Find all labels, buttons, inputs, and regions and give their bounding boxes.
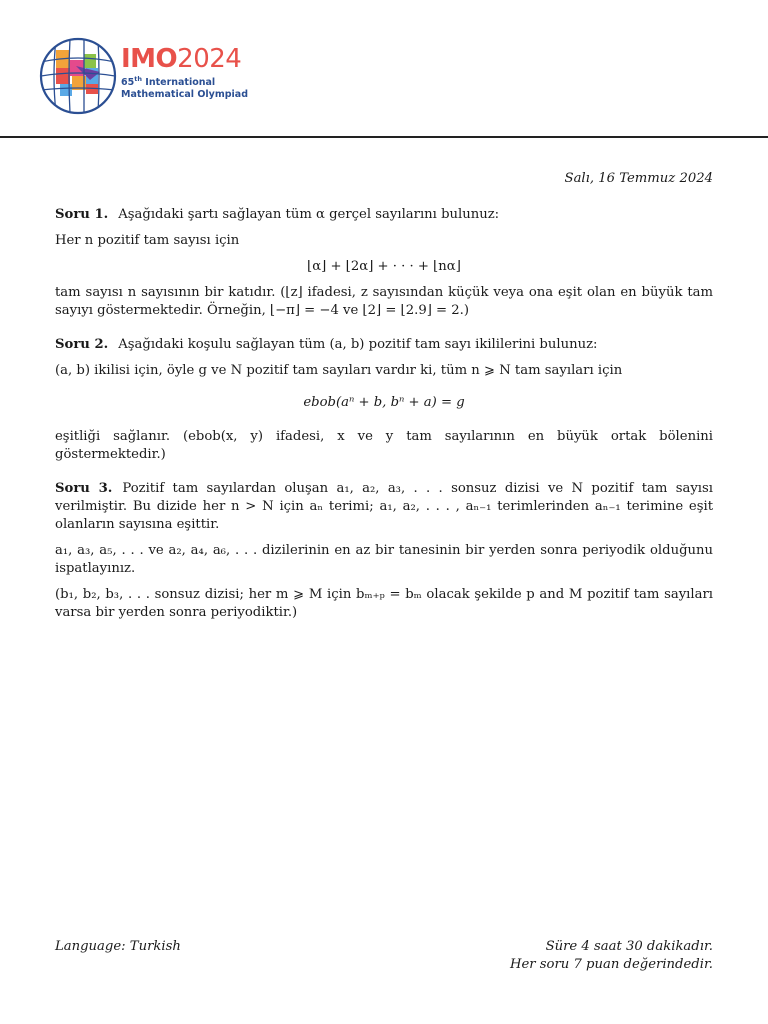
problem-1 [55,206,713,320]
imo-logo-text [121,45,248,100]
page-header [0,0,768,136]
problem-1-intro: Aşağıdaki şartı sağlayan tüm α gerçel sayılarını bulunuz: [118,207,500,222]
problem-3-label: Soru 3. [55,481,113,496]
imo-globe-logo-icon [38,36,118,116]
problem-3-para3: (b₁, b₂, b₃, . . . sonsuz dizisi; her m ⩾ M için bₘ₊ₚ = bₘ olacak şekilde p and M pozitif tam sayıları varsa bir yerden sonra periyodiktir.) [55,587,713,620]
exam-date: Salı, 16 Temmuz 2024 [564,171,713,186]
problem-3-intro: Pozitif tam sayılardan oluşan a₁, a₂, a₃, . . . sonsuz dizisi ve N pozitif tam sayısı verilmiştir. Bu dizide her n > N için aₙ terimi; a₁, a₂, . . . , aₙ₋₁ terimlerinden aₙ₋₁ terimine eşit olanların sayısına eşittir. [55,481,713,532]
exam-info [510,938,713,974]
problem-1-text: tam sayısı n sayısının bir katıdır. (⌊z⌋ ifadesi, z sayısından küçük veya ona eşit olan en büyük tam sayıyı göstermektedir. Örneğin, ⌊−π⌋ = −4 ve ⌊2⌋ = ⌊2.9⌋ = 2.) [55,285,713,318]
logo-title: IMO2024 [121,44,242,74]
problem-1-label: Soru 1. [55,207,109,222]
problem-2-intro: Aşağıdaki koşulu sağlayan tüm (a, b) pozitif tam sayı ikililerini bulunuz: [118,337,598,352]
problem-1-formula: ⌊α⌋ + ⌊2α⌋ + · · · + ⌊nα⌋ [307,259,461,274]
exam-points: Her soru 7 puan değerindedir. [509,957,713,972]
language-label: Language: Turkish [55,939,181,954]
logo-subtitle: 65th International [121,75,216,89]
problem-3-para2: a₁, a₃, a₅, . . . ve a₂, a₄, a₆, . . . dizilerinin en az bir tanesinin bir yerden sonra periyodik olduğunu ispatlayınız. [55,543,713,576]
problem-3 [55,480,713,622]
exam-content [55,170,713,638]
problem-2-text: eşitliği sağlanır. (ebob(x, y) ifadesi, x ve y tam sayılarının en büyük ortak bölenini göstermektedir.) [55,429,713,462]
logo-subtitle-line2: Mathematical Olympiad [121,89,249,101]
problem-2 [55,336,713,464]
header-divider [0,136,768,138]
problem-1-line2: Her n pozitif tam sayısı için [55,233,240,248]
problem-2-label: Soru 2. [55,337,109,352]
problem-2-line2: (a, b) ikilisi için, öyle g ve N pozitif tam sayıları vardır ki, tüm n ⩾ N tam sayıları için [55,363,623,378]
problem-2-formula: ebob(aⁿ + b, bⁿ + a) = g [303,395,465,410]
exam-duration: Süre 4 saat 30 dakikadır. [545,939,713,954]
